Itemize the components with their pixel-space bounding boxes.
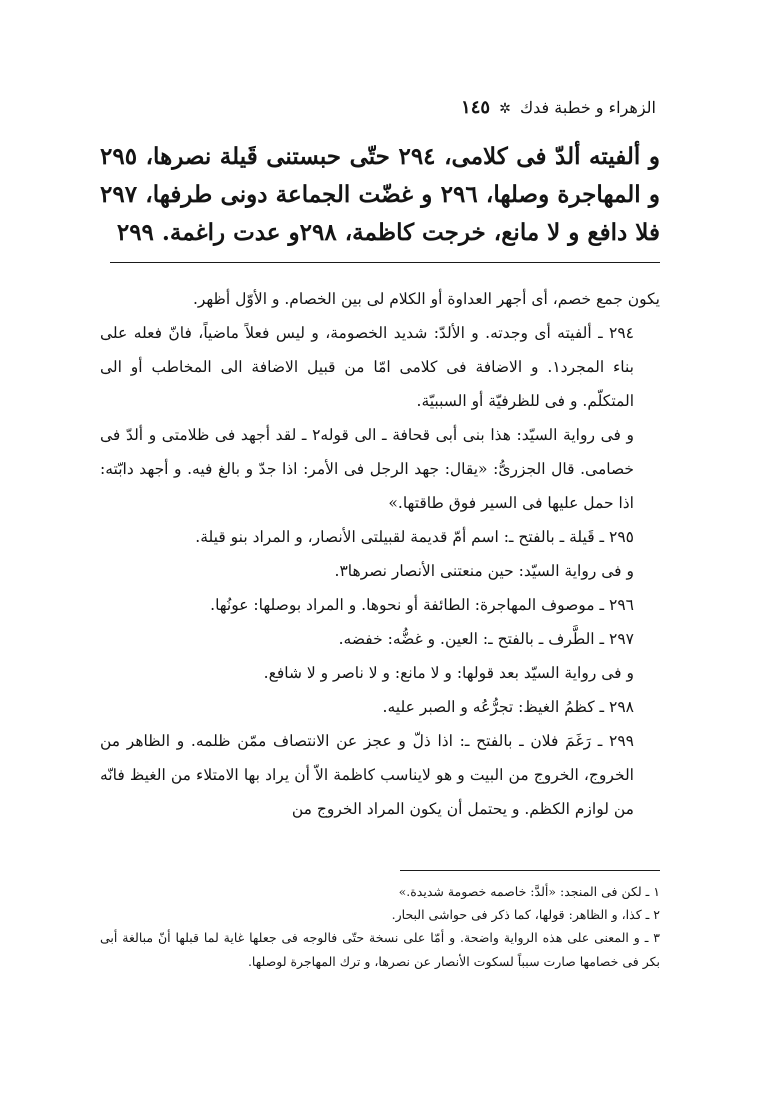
commentary-paragraph: ٢٩٦ ـ موصوف المهاجرة: الطائفة أو نحوها. و المراد بوصلها: عونُها. (210, 596, 634, 614)
commentary-paragraph: ٢٩٩ ـ رَغَمَ فلان ـ بالفتح ـ: اذا ذلّ و عجز عن الانتصاف ممّن ظلمه. و الظاهر من الخروج، الخروج من البيت و هو لايناسب كاظمة الاّ أن يراد بها الامتلاء من الغيظ فانّه من لوازم الكظم. و يحتمل أن يكون المراد الخروج من (100, 732, 634, 818)
footnotes-block (100, 880, 660, 974)
footnote: ١ ـ لكن فى المنجد: «ألدَّ: خاصمه خصومة شديدة.» (398, 884, 660, 899)
main-text-paragraph: و ألفيته ألدّ فى كلامى، ٢٩٤ حتّى حبستنى قَيلة نصرها، ٢٩٥ و المهاجرة وصلها، ٢٩٦ و غضّت الجماعة دونى طرفها، ٢٩٧ فلا دافع و لا مانع، خرجت كاظمة، ٢٩٨و عدت راغمة. ٢٩٩ (100, 143, 660, 246)
commentary-paragraph: يكون جمع خصم، أى أجهر العداوة أو الكلام لى بين الخصام. و الأوّل أظهر. (192, 290, 660, 308)
commentary-paragraph: و فى رواية السيّد: هذا بنى أبى قحافة ـ الى قوله٢ ـ لقد أجهد فى ظلامتى و ألدّ فى خصامى. قال الجزرىُّ: «يقال: جهد الرجل فى الأمر: اذا جدّ و بالغ فيه. و أجهد دابّته: اذا حمل عليها فى السير فوق طاقتها.» (100, 426, 634, 512)
main-text-divider (110, 262, 660, 263)
commentary-block (100, 282, 660, 826)
footnote: ٣ ـ و المعنى على هذه الرواية واضحة. و أمّا على نسخة حتّى فالوجه فى جعلها غاية لما قبلها أنّ مبالغة أبى بكر فى خصامها صارت سبباً لسكوت الأنصار عن نصرها، و ترك المهاجرة لوصلها. (100, 930, 660, 969)
running-header (100, 96, 656, 120)
ornament-separator: ✲ (499, 101, 511, 117)
commentary-paragraph: و فى رواية السيّد بعد قولها: و لا مانع: و لا ناصر و لا شافع. (263, 664, 634, 682)
footnote-divider (400, 870, 660, 871)
commentary-paragraph: ٢٩٨ ـ كظمُ الغيظ: تجرُّعُه و الصبر عليه. (382, 698, 634, 716)
commentary-paragraph: و فى رواية السيّد: حين منعتنى الأنصار نصرها٣. (334, 562, 634, 580)
page-number: ١٤٥ (461, 97, 491, 118)
commentary-paragraph: ٢٩٤ ـ ألفيته أى وجدته. و الألدّ: شديد الخصومة، و ليس فعلاً ماضياً، فانّ فعله على بناء المجرد١. و الاضافة فى كلامى امّا من قبيل الاضافة الى المخاطب أو الى المتكلّم. و فى للظرفيّة أو السببيّة. (100, 324, 634, 410)
commentary-paragraph: ٢٩٧ ـ الطَّرف ـ بالفتح ـ: العين. و غضُّه: خفضه. (338, 630, 634, 648)
commentary-paragraph: ٢٩٥ ـ قَيلة ـ بالفتح ـ: اسم أمّ قديمة لقبيلتى الأنصار، و المراد بنو قيلة. (195, 528, 634, 546)
main-text-block (100, 138, 660, 252)
running-title: الزهراء و خطبة فدك (519, 98, 656, 117)
footnote: ٢ ـ كذا، و الظاهر: قولها، كما ذكر فى حواشى البحار. (391, 907, 660, 922)
